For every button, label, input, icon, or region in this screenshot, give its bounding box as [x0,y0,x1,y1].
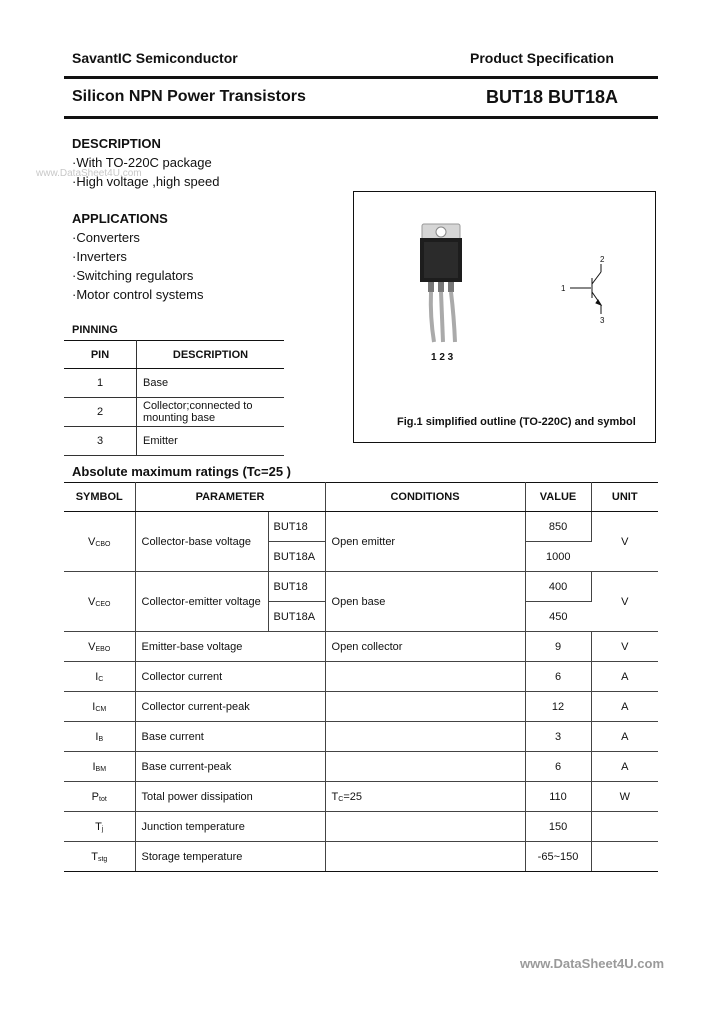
description-heading: DESCRIPTION [72,136,161,151]
figure-box [353,191,656,443]
condition-cell [325,842,525,872]
value-cell: 850 [525,512,591,542]
application-item: ·Motor control systems [72,287,204,302]
symbol-cell: $I_B$ [64,722,135,752]
variant-cell: BUT18A [268,602,325,632]
value-cell: 6 [525,752,591,782]
variant-cell: BUT18A [268,542,325,572]
unit-cell [591,842,658,872]
pin-description: Base [137,369,285,398]
value-cell: 3 [525,722,591,752]
parameter-cell: Storage temperature [135,842,325,872]
condition-cell [325,662,525,692]
table-row [64,782,658,812]
parameter-cell: Emitter-base voltage [135,632,325,662]
table-row [64,812,658,842]
package-outline-and-symbol [354,192,657,444]
application-item: ·Inverters [72,249,127,264]
value-cell: 450 [525,602,591,632]
pinning-table [64,340,284,456]
product-line-title: Silicon NPN Power Transistors [72,88,306,105]
unit-cell: A [591,692,658,722]
unit-cell: A [591,752,658,782]
application-item: ·Converters [72,230,140,245]
pin-number: 1 [64,369,137,398]
table-row [64,369,284,398]
symbol-cell: $T_j$ [64,812,135,842]
symbol-cell: $V_{EBO}$ [64,632,135,662]
parameter-cell: Collector current [135,662,325,692]
watermark-bottom: www.DataSheet4U.com [520,956,665,971]
parameter-cell: Base current [135,722,325,752]
unit-cell: V [591,632,658,662]
table-row [64,427,284,456]
symbol-col-header: SYMBOL [64,483,135,512]
pin-description: Emitter [137,427,285,456]
conditions-col-header: CONDITIONS [325,483,525,512]
symbol-cell: $V_{CEO}$ [64,572,135,632]
condition-cell: Open base [325,572,525,632]
parameter-col-header: PARAMETER [135,483,325,512]
table-row [64,842,658,872]
ratings-heading: Absolute maximum ratings (Tc=25 ) [72,464,292,479]
figure-caption: Fig.1 simplified outline (TO-220C) and symbol [397,416,636,428]
parameter-cell: Junction temperature [135,812,325,842]
title-rule [64,116,658,119]
value-cell: 12 [525,692,591,722]
table-row [64,572,658,602]
symbol-pin2-label: 2 [600,255,605,264]
description-item: ·With TO-220C package [72,155,212,170]
value-cell: -65~150 [525,842,591,872]
condition-cell: Open collector [325,632,525,662]
value-cell: 110 [525,782,591,812]
table-row [64,512,658,542]
symbol-cell: $I_{CM}$ [64,692,135,722]
doc-type: Product Specification [470,50,614,66]
pin-col-header: PIN [64,341,137,369]
symbol-cell: $I_C$ [64,662,135,692]
condition-cell: $T_C=25$ [325,782,525,812]
symbol-cell: $T_{stg}$ [64,842,135,872]
condition-cell [325,752,525,782]
symbol-pin3-label: 3 [600,316,605,325]
package-pin-labels: 1 2 3 [431,352,454,363]
pin-number: 2 [64,398,137,427]
parameter-cell: Collector-base voltage [135,512,268,572]
value-cell: 9 [525,632,591,662]
condition-cell [325,692,525,722]
unit-cell: A [591,722,658,752]
table-row [64,398,284,427]
condition-cell [325,812,525,842]
table-row [64,632,658,662]
unit-cell: V [591,512,658,572]
unit-col-header: UNIT [591,483,658,512]
npn-transistor-symbol-icon [570,264,601,314]
table-row [64,752,658,782]
pin-description: Collector;connected to mounting base [137,398,285,427]
symbol-pin1-label: 1 [561,284,566,293]
variant-cell: BUT18 [268,572,325,602]
company-name: SavantIC Semiconductor [72,50,238,66]
ratings-table [64,482,658,872]
watermark-top: www.DataSheet4U.com [36,168,142,179]
variant-cell: BUT18 [268,512,325,542]
parameter-cell: Base current-peak [135,752,325,782]
desc-col-header: DESCRIPTION [137,341,285,369]
header-rule [64,76,658,79]
table-row [64,722,658,752]
value-cell: 400 [525,572,591,602]
applications-heading: APPLICATIONS [72,211,168,226]
condition-cell: Open emitter [325,512,525,572]
unit-cell: W [591,782,658,812]
unit-cell: A [591,662,658,692]
pin-number: 3 [64,427,137,456]
part-numbers-title: BUT18 BUT18A [486,87,619,107]
symbol-cell: $I_{BM}$ [64,752,135,782]
description-item: ·High voltage ,high speed [72,174,220,189]
value-col-header: VALUE [525,483,591,512]
application-item: ·Switching regulators [72,268,194,283]
symbol-cell: $V_{CBO}$ [64,512,135,572]
unit-cell [591,812,658,842]
to220-package-icon [420,224,462,342]
unit-cell: V [591,572,658,632]
parameter-cell: Total power dissipation [135,782,325,812]
value-cell: 1000 [525,542,591,572]
value-cell: 6 [525,662,591,692]
condition-cell [325,722,525,752]
parameter-cell: Collector current-peak [135,692,325,722]
value-cell: 150 [525,812,591,842]
table-row [64,662,658,692]
table-row [64,692,658,722]
parameter-cell: Collector-emitter voltage [135,572,268,632]
symbol-cell: $P_{tot}$ [64,782,135,812]
pinning-heading: PINNING [72,324,118,336]
